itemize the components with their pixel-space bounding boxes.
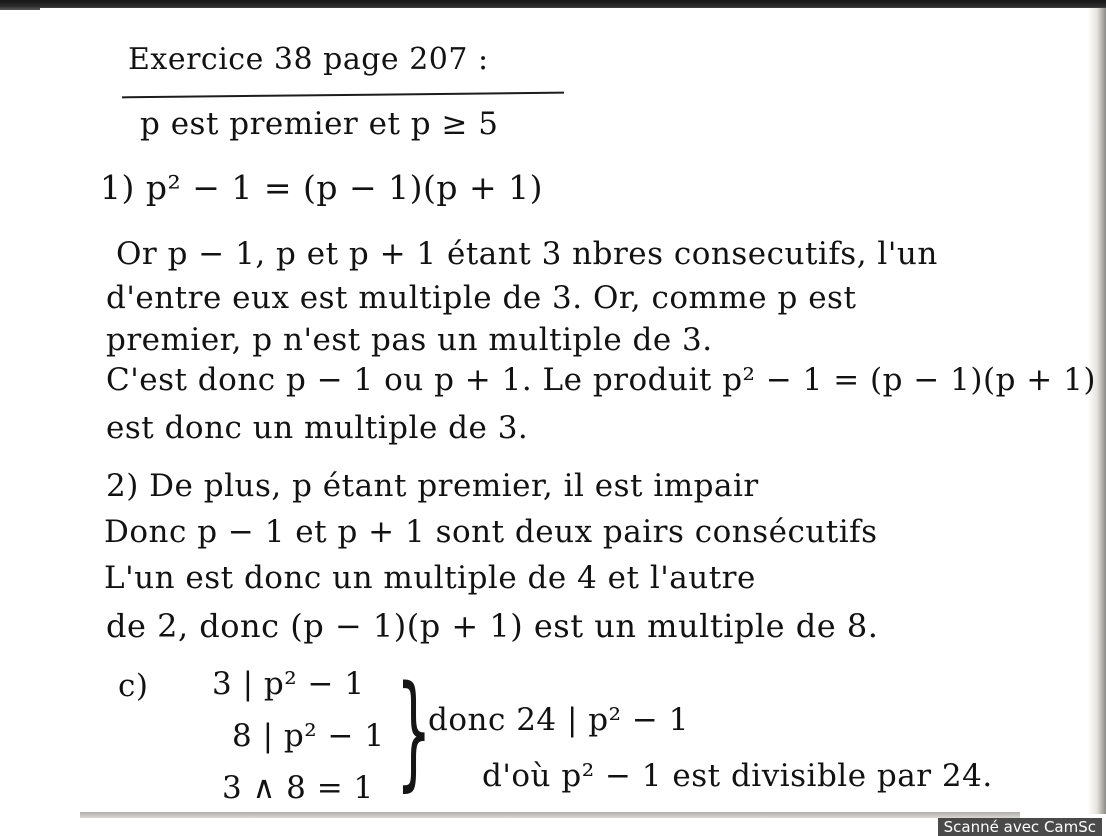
part2-line-4: de 2, donc (p − 1)(p + 1) est un multiple de 8.: [106, 607, 879, 645]
part2-line-2: Donc p − 1 et p + 1 sont deux pairs consécutifs: [104, 514, 878, 550]
part1-line-4: C'est donc p − 1 ou p + 1. Le produit p² − 1 = (p − 1)(p + 1): [106, 362, 1096, 398]
scanner-watermark: Scanné avec CamSc: [938, 818, 1102, 836]
part1-line-1: Or p − 1, p et p + 1 étant 3 nbres consecutifs, l'un: [116, 236, 938, 272]
paper-bottom-shadow: [80, 812, 1020, 818]
paper-right-edge: [1088, 8, 1106, 816]
part1-formula: 1) p² − 1 = (p − 1)(p + 1): [100, 168, 543, 207]
part2-line-3: L'un est donc un multiple de 4 et l'autre: [104, 560, 756, 596]
part1-line-3: premier, p n'est pas un multiple de 3.: [106, 322, 713, 358]
part3-consequence: d'où p² − 1 est divisible par 24.: [482, 758, 993, 794]
part1-line-5: est donc un multiple de 3.: [106, 410, 529, 446]
part3-label: c): [118, 668, 149, 704]
hypothesis-line: p est premier et p ≥ 5: [140, 106, 499, 142]
part3-row-2: 8 | p² − 1: [232, 718, 385, 754]
part3-row-3: 3 ∧ 8 = 1: [222, 770, 374, 806]
part3-conclusion: donc 24 | p² − 1: [428, 702, 689, 738]
exercise-title: Exercice 38 page 207 :: [128, 42, 489, 77]
part3-row-1: 3 | p² − 1: [212, 666, 365, 702]
right-brace: }: [396, 660, 432, 804]
part2-line-1: 2) De plus, p étant premier, il est impair: [106, 468, 759, 504]
part1-line-2: d'entre eux est multiple de 3. Or, comme p est: [106, 280, 857, 316]
